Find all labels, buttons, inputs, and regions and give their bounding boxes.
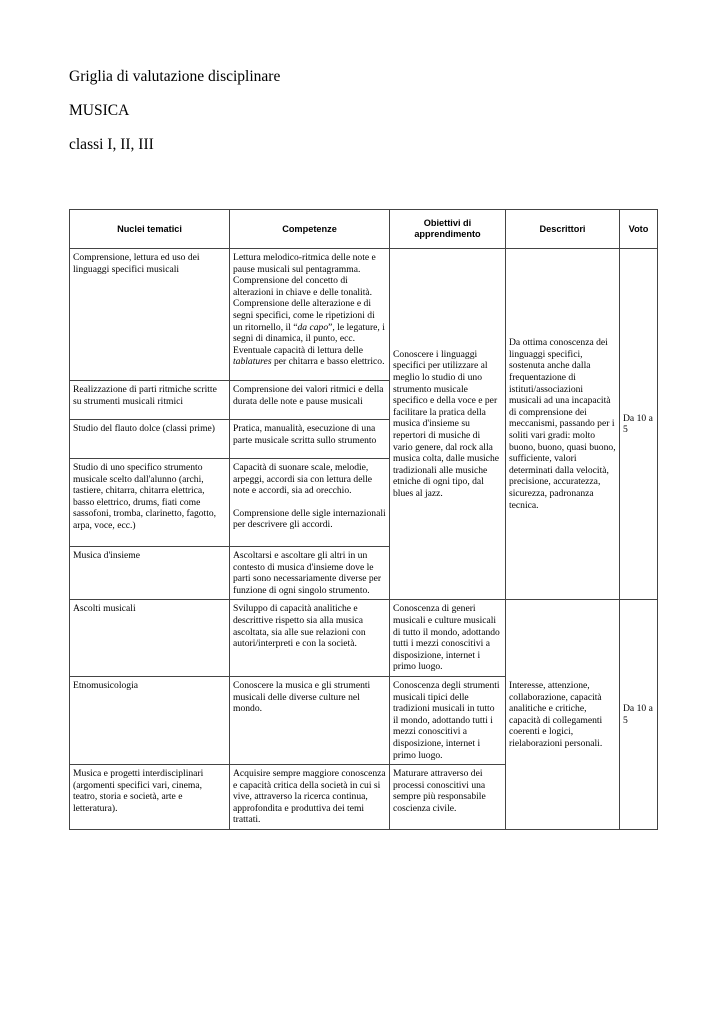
competenza-cell: Capacità di suonare scale, melodie, arpeggi, accordi sia con lettura delle note e accordi, sia ad orecchio. Comprensione delle sigle internazionali per descrivere gli accordi.	[230, 459, 390, 547]
descrittori-cell: Interesse, attenzione, collaborazione, capacità analitiche e critiche, capacità di collegamenti coerenti e logici, rielaborazioni personali.	[506, 600, 620, 830]
table-row	[70, 600, 658, 677]
descrittori-cell: Da ottima conoscenza dei linguaggi specifici, sostenuta anche dalla frequentazione di istituti/associazioni musicali ad una incapacità di comprensione dei meccanismi, passando per i soliti vari gradi: molto buono, buono, quasi buono, sufficiente, valori determinati dalla velocità, precisione, accuratezza, sicurezza, padronanza tecnica.	[506, 249, 620, 600]
obiettivo-cell: Maturare attraverso dei processi conoscitivi una sempre più responsabile coscienza civile.	[390, 765, 506, 830]
obiettivo-cell: Conoscere i linguaggi specifici per utilizzare al meglio lo studio di uno strumento musicale specifico e della voce e per facilitare la pratica della musica d'insieme su repertori di musiche di vario genere, dal rock alla musica colta, dalle musiche tradizionali alle musiche etniche di ogni tipo, dal blues al jazz.	[390, 249, 506, 600]
classes-subtitle: classi I, II, III	[69, 136, 154, 153]
obiettivo-cell: Conoscenza di generi musicali e culture musicali di tutto il mondo, adottando tutti i mezzi conoscitivi a disposizione, internet i primo luogo.	[390, 600, 506, 677]
obiettivo-cell: Conoscenza degli strumenti musicali tipici delle tradizioni musicali in tutto il mondo, adottando tutti i mezzi conoscitivi a disposizione, internet i primo luogo.	[390, 676, 506, 764]
document-title: Griglia di valutazione disciplinare	[69, 68, 281, 85]
table-header-row	[70, 210, 658, 249]
header-competenze: Competenze	[230, 210, 390, 249]
nucleo-cell: Musica d'insieme	[70, 547, 230, 600]
nucleo-cell: Ascolti musicali	[70, 600, 230, 677]
voto-cell: Da 10 a 5	[620, 600, 658, 830]
subject-title: MUSICA	[69, 102, 130, 119]
nucleo-cell: Realizzazione di parti ritmiche scritte su strumenti musicali ritmici	[70, 381, 230, 420]
header-descrittori: Descrittori	[506, 210, 620, 249]
competenza-cell: Sviluppo di capacità analitiche e descrittive rispetto sia alla musica ascoltata, sia alle sue relazioni con autori/interpreti e con la società.	[230, 600, 390, 677]
competenza-cell: Ascoltarsi e ascoltare gli altri in un contesto di musica d'insieme dove le parti sono necessariamente diverse per funzione di ogni singolo strumento.	[230, 547, 390, 600]
evaluation-table	[69, 209, 658, 830]
competenza-cell: Pratica, manualità, esecuzione di una parte musicale scritta sullo strumento	[230, 420, 390, 459]
nucleo-cell: Studio del flauto dolce (classi prime)	[70, 420, 230, 459]
competenza-cell: Lettura melodico-ritmica delle note e pause musicali sul pentagramma. Comprensione del concetto di alterazioni in chiave e delle tonalità. Comprensione delle alterazione e di segni specifici, come le ripetizioni di un ritornello, il “da capo”, le legature, i segni di dinamica, il punto, ecc. Eventuale capacità di lettura delle tablatures per chitarra e basso elettrico.	[230, 249, 390, 381]
competenza-cell: Conoscere la musica e gli strumenti musicali delle diverse culture nel mondo.	[230, 676, 390, 764]
nucleo-cell: Etnomusicologia	[70, 676, 230, 764]
nucleo-cell: Comprensione, lettura ed uso dei linguaggi specifici musicali	[70, 249, 230, 381]
header-voto: Voto	[620, 210, 658, 249]
nucleo-cell: Musica e progetti interdisciplinari (argomenti specifici vari, cinema, teatro, storia e società, arte e letteratura).	[70, 765, 230, 830]
header-obiettivi: Obiettivi di apprendimento	[390, 210, 506, 249]
header-nuclei: Nuclei tematici	[70, 210, 230, 249]
nucleo-cell: Studio di uno specifico strumento musicale scelto dall'alunno (archi, tastiere, chitarra, chitarra elettrica, basso elettrico, drums, fiati come sassofoni, tromba, clarinetto, fagotto, arpa, voce, ecc.)	[70, 459, 230, 547]
voto-cell: Da 10 a 5	[620, 249, 658, 600]
table-row	[70, 249, 658, 381]
competenza-cell: Acquisire sempre maggiore conoscenza e capacità critica della società in cui si vive, attraverso la ricerca continua, approfondita e produttiva dei temi trattati.	[230, 765, 390, 830]
competenza-cell: Comprensione dei valori ritmici e della durata delle note e pause musicali	[230, 381, 390, 420]
